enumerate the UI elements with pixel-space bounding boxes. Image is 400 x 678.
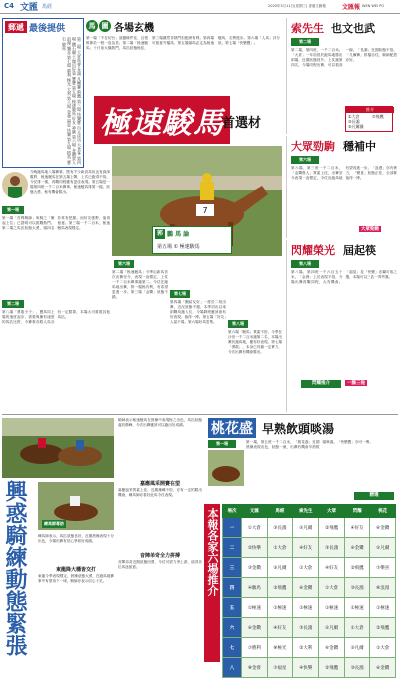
lower-left-photo (2, 418, 114, 478)
tips-header-row (223, 505, 396, 518)
race-label-6 (114, 260, 134, 268)
lower-left-vtitle-text: 興惑騎練動態緊張 (2, 480, 28, 656)
table-row (223, 598, 396, 618)
table-cell: ④駿馬 (242, 578, 268, 598)
section-main: 文匯 (20, 3, 39, 13)
lower-mid-p3: 音陣弟奇近期狀態回勇，今仗可望力爭上游，值得各位馬迷留意。 (118, 560, 202, 569)
lower-mid-p1: 騎師表示極速駿馬在晨操中表現極之出色，馬匹狀態處於顛峰，今次出賽應該可以跑出好成績。 (118, 418, 202, 427)
lower-left-p2: 東龍今季表現穩定，晨操狀態大勇，在跑馬地賽事中有望再下一城，騎師亦表示信心十足。 (38, 574, 114, 583)
race-label-8 (228, 320, 248, 328)
table-cell-race: 六 (223, 618, 242, 638)
right-lower-label: 第八場 (291, 260, 319, 268)
right-mid-title2: 穩補中 (343, 140, 376, 153)
right-mid-body: 第六場，第三班一千二百米，「金鑽貴人」質素上佳，出賽至今表現一直穩定，今仗出跑馬地有望再進一步。「浪漫」亦有實力，「樂喜」狀態正佳，全部都值得一博。 (291, 166, 397, 180)
table-cell: ⑥金鑽 (370, 658, 396, 678)
left-column (2, 18, 84, 168)
right-lower-chip2: 一膽三拖 (347, 381, 365, 386)
pick-2: ③長鴻 (348, 119, 360, 124)
table-cell: ⑤凡爾 (370, 538, 396, 558)
lower-mid-p2: 嘉應風采質素上佳，近期操練不俗，亦有一定的勝出機會，練馬師亦看好此馬今仗表現。 (118, 488, 202, 497)
th-col3: 索先生 (293, 505, 319, 518)
table-cell: ②快樂 (242, 538, 268, 558)
table-cell: ④好友 (344, 518, 370, 538)
top-middle-title: 各場玄機 (114, 23, 154, 34)
th-col1: 文匯 (242, 505, 268, 518)
th-col2: 馬經 (267, 505, 293, 518)
right-top-title: 也文也武 (331, 22, 375, 35)
table-cell: ②飛鷹 (344, 558, 370, 578)
table-cell: ④好友 (267, 618, 293, 638)
table-cell-race: 四 (223, 578, 242, 598)
race-label-1 (2, 206, 24, 214)
masthead (0, 0, 400, 14)
pick-1: ①大倉 (348, 114, 360, 119)
table-cell: ⑥金鑽 (319, 638, 345, 658)
table-row (223, 618, 396, 638)
lower-right-photo (208, 450, 244, 486)
table-row (223, 658, 396, 678)
table-cell: ③長鴻 (344, 658, 370, 678)
table-row (223, 638, 396, 658)
right-lower-title: 閃耀榮光 (291, 244, 335, 257)
lower-right-label: 第一場 (208, 440, 236, 448)
table-cell: ①大倉 (370, 638, 396, 658)
right-top (286, 18, 398, 134)
table-cell: ①大倉 (242, 518, 268, 538)
photo-caption (152, 226, 232, 254)
tag-ma (86, 20, 98, 32)
lower-right-title2: 早熟飲頭啖湯 (262, 422, 335, 436)
pick-4: ⑦飛鷹 (372, 114, 384, 119)
table-cell-race: 三 (223, 558, 242, 578)
right-lower-body: 第八場，第四班一千六百五十米，「金發」上仗表現不俗，今場出賽再戰同程，大有機會。「福星」及「快樂」亦屬可取之選，本場可以三匹一齊考慮。 (291, 270, 397, 284)
table-cell: ③金鑽 (242, 558, 268, 578)
lower-mid-sub1: 嘉應風采開賽在望 (139, 481, 180, 487)
race-label-7 (170, 290, 190, 298)
lower-left-p1: 練馬師表示，馬匹狀態良好，近期晨操表現十分出色，今場出賽有信心爭取好成績。 (38, 534, 114, 543)
tips-body (223, 518, 396, 678)
headline-main: 極速駿馬 (94, 96, 230, 144)
right-mid-chip: 大眾勁駒 (361, 227, 379, 232)
section-sub: 馬經 (42, 4, 53, 10)
table-cell: ⑧金發 (242, 658, 268, 678)
mid-col-3: 第六場「駿馬」質素不俗，今季在沙田一千二百米跑第二名，本場出賽於跑馬地，應有好表現。第七場「勇敢」，本身已具備一定實力，今次出賽有機會勝出。 (228, 330, 282, 354)
right-top-label: 第二場 (291, 38, 319, 46)
tag-tu (99, 20, 111, 32)
th-col6: 桃花 (370, 505, 396, 518)
table-vtitle (204, 504, 220, 662)
table-row (223, 558, 396, 578)
lower-mid-sub2: 音陣弟奇全力拼搏 (139, 553, 180, 559)
right-lower (286, 240, 398, 412)
left-title: 最後提供 (29, 24, 66, 34)
jockey-icon (2, 172, 28, 198)
tag-tu-text: 圖 (101, 22, 109, 30)
table-cell: ②飛鷹 (267, 578, 293, 598)
lower-right-picks-label: 精選 (354, 492, 394, 500)
left-body: 第二場 大倉馬會 長鴻 凡爾賽 飛鷹 第三場 快樂寶 自主成功 大食客 第四場 鑽石騎士 傑出好事 寶寶 第五場 極速駿馬 好友 神駒 第六場 金鑽貴人 浪漫 樂喜 第七場 勝利 極光 大利 第八場 金發 福星 快樂 第九場 精英 寶石 駿馬 (62, 37, 82, 165)
table-cell: ①大倉 (267, 538, 293, 558)
table-cell: ②大利 (293, 638, 319, 658)
th-col4: 大眾 (319, 505, 345, 518)
headline (86, 92, 280, 146)
table-cell-race: 七 (223, 638, 242, 658)
th-race: 場次 (223, 505, 242, 518)
right-mid (286, 136, 398, 238)
table-vtitle-text: 本報各家六場推介 (206, 508, 219, 596)
table-cell-race: 五 (223, 598, 242, 618)
table-cell: ⑤凡爾 (267, 558, 293, 578)
table-cell: ④好友 (293, 538, 319, 558)
table-cell: ③長鴻 (267, 518, 293, 538)
race-label-8-text: 第八場 (228, 320, 248, 328)
mid-col-1: 第二場「極速駿馬」今季由新馬首次出賽至今，表現一直穩定，上仗一千二百米賽事跑第二。今仗在跑馬地出賽，排一檔極有利，有希望更進一步。第三場「金鑽」狀態不錯。 (112, 270, 168, 299)
table-cell: ③長鴻 (319, 538, 345, 558)
race-label-6-text: 第六場 (114, 260, 134, 268)
table-cell: ⑥金鑽 (242, 618, 268, 638)
table-cell: ③長鴻 (344, 578, 370, 598)
table-cell: ④快樂 (293, 658, 319, 678)
lower-left-sub1: 東龍降大穩皆交打 (55, 567, 96, 573)
table-cell: ⑥金鑽 (370, 518, 396, 538)
race-label-2 (2, 300, 24, 308)
right-lower-title2: 屆起筷 (343, 244, 376, 257)
table-cell: ③長鴻 (293, 618, 319, 638)
table-cell-race: 八 (223, 658, 242, 678)
right-top-body: 第二場，第四班，一千二百米。「大倉」一年前曾於跑馬地勝出兩場，近期狀態回升。上仗跑第四名，今場同程出賽，可以看高一線。「長鴻」近期狀態不俗。「凡爾賽」排檔亦佳，騎師配搭亦好。 (291, 48, 397, 67)
table-cell: ④好友 (319, 558, 345, 578)
caption-tag: 郭 (156, 230, 163, 237)
jockey-photo (2, 172, 28, 198)
paper-logo: 文匯報 (342, 4, 361, 11)
lower-left-tag: 練馬師專訪 (44, 521, 64, 526)
lower-right-body: 第一場，第五班一千二百米，「桃花盛」近期晨操表現出色，狀態一流，出賽有機會早熟飲頭啖湯。「快樂寶」亦可一博。 (246, 440, 373, 449)
training-photo (2, 418, 114, 478)
feature-p3: 第八場「勇敢小子」，寶馬同上場的速度起步，需要與擁有速度的馬匹比拼，今賽事各路人馬亦有一定勝算，本場大可重視其他馬匹。 (2, 310, 110, 324)
table-cell: ⑦福星 (267, 658, 293, 678)
feature-photo (112, 146, 282, 256)
issue-info: 2020年3月11日(星期三) 香港文匯報 (268, 4, 326, 8)
table-cell-race: 二 (223, 538, 242, 558)
picks-label: 推介 (346, 107, 394, 113)
lower-left-vtitle (2, 480, 36, 660)
top-middle (86, 18, 280, 88)
lower-right-title1: 桃花盛 (208, 418, 256, 438)
table-cell: ①大倉 (319, 578, 345, 598)
pick-3: ⑤凡爾賽 (348, 124, 364, 129)
table-row (223, 518, 396, 538)
page-code: C4 (4, 2, 15, 10)
table-cell: ⑧極光 (267, 638, 293, 658)
section-divider (2, 414, 398, 415)
feature-p2: 第一場「首利駒師」叫騎之「衝起上位」已證明可以挑戰熱門。第二場之馬匹狀態大勇，頭四名非常有把握。而好友強勢，值得留意。第三場一千二百米，極速駿馬表現穩定。 (2, 216, 110, 230)
table-cell: ①極速 (242, 598, 268, 618)
top-middle-body: 第一場「不在切台」頂盤條件佳，呂根惟即於一程一直為首。第二場「極速駿馬」十日前大爆熱門，馬匹狀態極佳，第三場雖然非熱門但配磅有利。第四場可留意外檔馬，第五場頭馬必定為極速駿馬，走勢進步。第六場「人馬」評分低，第七場「快樂寶」。 (86, 36, 280, 50)
headline-sub: 首選材 (222, 116, 262, 131)
table-cell: ⑥金鑽 (344, 538, 370, 558)
lower-right (204, 418, 398, 671)
table-cell: ⑦樂喜 (370, 558, 396, 578)
right-mid-label: 第六場 (291, 156, 319, 164)
table-cell: ①極速 (344, 598, 370, 618)
race-label-1-text: 第一場 (2, 206, 24, 214)
table-cell: ②飛鷹 (370, 618, 396, 638)
table-cell: ①極速 (370, 598, 396, 618)
table-cell: ②飛鷹 (319, 518, 345, 538)
horse-portrait-icon (208, 450, 244, 486)
table-cell: ①大倉 (344, 618, 370, 638)
mid-col-2: 第四場「團結友好」一度於二班出賽，近況狀態不錯，本季初出以來兩戰均跑入位，今場降班應該會有好表現，值得一博。第五場「好友」人氣不弱。第六場好馬雲集。 (170, 300, 226, 324)
table-cell: ①極速 (319, 598, 345, 618)
lower-left-inset-photo (38, 482, 114, 530)
table-cell: ⑤凡爾 (293, 518, 319, 538)
table-cell: ⑤凡爾 (319, 618, 345, 638)
caption-line: 第五場 ① 極速駿馬 (157, 244, 200, 250)
table-row (223, 538, 396, 558)
svg-text:7: 7 (202, 206, 208, 215)
table-cell: ①極速 (293, 598, 319, 618)
tips-table (222, 504, 396, 678)
table-cell: ⑧浪漫 (370, 578, 396, 598)
table-row (223, 578, 396, 598)
right-lower-chip: 閃耀推介 (301, 380, 341, 388)
tag-ma-text: 馬 (88, 22, 96, 30)
feature-p1: 今晚跑馬地八場賽事，既有不少新晉馬但也有資深舊將，極速駿馬在第五場上陣，上次已跑得不俗，今仗排一號，再戰同程應有更佳表現。第五場是一場第四班一千二百米賽事，極速駿馬排第一檔，狀態大勇，極有機會勝出。 (30, 170, 110, 194)
th-col5: 閃耀 (344, 505, 370, 518)
paper-en: WEN WEI PO (362, 4, 385, 8)
table-cell-race: 一 (223, 518, 242, 538)
left-tag: 郵遞 (5, 21, 27, 33)
table-cell: ⑤凡爾 (344, 638, 370, 658)
caption-title: 鵬 馬 論 (167, 231, 190, 238)
table-cell: ①極速 (267, 598, 293, 618)
table-cell: ②飛鷹 (319, 658, 345, 678)
right-top-author: 索先生 (291, 22, 324, 35)
right-top-picks (345, 106, 393, 132)
table-cell: ⑥金鑽 (293, 578, 319, 598)
table-cell: ⑦勝利 (242, 638, 268, 658)
right-mid-title: 大眾勁駒 (291, 140, 335, 153)
race-label-7-text: 第七場 (170, 290, 190, 298)
race-label-2-text: 第二場 (2, 300, 24, 308)
table-cell: ①大倉 (293, 558, 319, 578)
